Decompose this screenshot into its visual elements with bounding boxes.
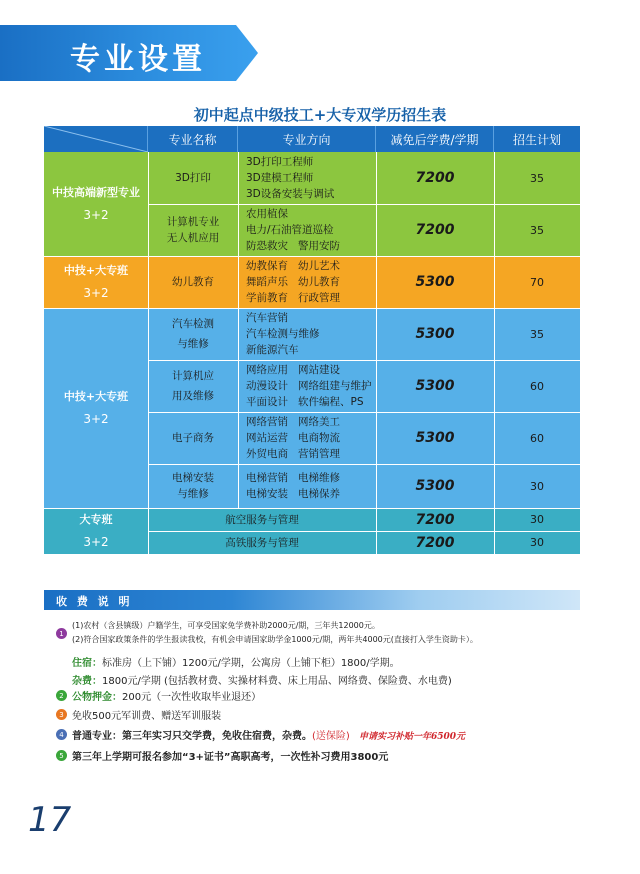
fee-value: 5300	[415, 430, 455, 446]
header-name: 专业名称	[148, 126, 238, 152]
note-line	[72, 672, 452, 687]
note-line	[72, 727, 465, 742]
category-cell	[44, 308, 148, 508]
plan-value: 35	[530, 327, 544, 341]
subsidy-text: 申请实习补贴一年6500元	[359, 732, 466, 742]
category-cell	[44, 256, 148, 308]
category-label: 中技+大专班	[63, 264, 129, 277]
direction-line: 幼教保育 幼儿艺术	[246, 260, 341, 272]
fee-value: 7200	[415, 170, 455, 186]
plan-value: 35	[530, 223, 544, 237]
major-name: 计算机专业 无人机应用	[166, 216, 220, 244]
fee-section-title: 收 费 说 明	[56, 595, 133, 608]
grid-line	[148, 412, 580, 413]
direction-line: 新能源汽车	[246, 344, 299, 356]
category-label: 中技高端新型专业	[52, 186, 140, 199]
plan-value: 60	[530, 431, 544, 445]
grid-line	[44, 256, 580, 257]
category-sub: 3+2	[83, 535, 109, 549]
direction-line: 3D设备安装与调试	[246, 188, 335, 200]
header-direction: 专业方向	[238, 126, 376, 152]
major-direction	[238, 464, 376, 508]
grid-line	[44, 508, 580, 509]
fee-value: 5300	[415, 378, 455, 394]
major-name: 电梯安装 与维修	[172, 472, 214, 500]
direction-line: 汽车检测与维修	[246, 328, 320, 340]
direction-line: 外贸电商 营销管理	[246, 448, 341, 460]
major-direction	[238, 360, 376, 412]
misc-label: 杂费：	[72, 676, 102, 687]
plan-value: 30	[530, 513, 544, 526]
grid-line	[148, 152, 149, 554]
note-line: (2)符合国家政策条件的学生报读我校，有机会申请国家助学金1000元/期，两年共4000元(直接打入学生资助卡）。	[72, 635, 478, 644]
fee-value: 5300	[415, 326, 455, 342]
plan-value: 35	[530, 171, 544, 185]
major-name: 计算机应 用及维修	[172, 370, 214, 402]
note-text: 普通专业：第三年实习只交学费，免收住宿费，杂费。	[72, 731, 312, 742]
major-direction	[238, 256, 376, 308]
grid-line	[148, 464, 580, 465]
category-label: 大专班	[79, 513, 113, 526]
plan-value: 70	[530, 275, 544, 289]
major-name: 3D打印	[175, 172, 211, 184]
direction-line: 学前教育 行政管理	[246, 292, 341, 304]
direction-line: 3D建模工程师	[246, 172, 314, 184]
deposit-text: 200元（一次性收取毕业退还）	[122, 692, 262, 703]
number-badge: 2	[56, 690, 67, 701]
fee-value: 5300	[415, 478, 455, 494]
grid-line	[376, 152, 377, 554]
direction-line: 网站运营 电商物流	[246, 432, 341, 444]
deposit-label: 公物押金：	[72, 692, 122, 703]
direction-line: 电梯安装 电梯保养	[246, 488, 341, 500]
major-direction	[238, 204, 376, 256]
misc-text: 1800元/学期 (包括教材费、实操材料费、床上用品、网络费、保险费、水电费)	[102, 676, 452, 687]
direction-line: 网络营销 网络美工	[246, 416, 341, 428]
category-sub: 3+2	[83, 412, 109, 426]
note-line	[72, 688, 261, 703]
plan-value: 30	[530, 479, 544, 493]
direction-line: 农用植保	[246, 208, 288, 220]
direction-line: 动漫设计 网络组建与维护	[246, 380, 372, 392]
category-cell	[44, 508, 148, 554]
note-line: 免收500元军训费、赠送军训服装	[72, 711, 222, 722]
major-name: 高铁服务与管理	[225, 536, 299, 549]
major-name: 幼儿教育	[172, 276, 214, 288]
lodging-label: 住宿：	[72, 658, 102, 669]
direction-line: 电梯营销 电梯维修	[246, 472, 341, 484]
major-direction	[238, 412, 376, 464]
fee-value: 7200	[415, 511, 455, 528]
category-cell	[44, 152, 148, 256]
number-badge: 3	[56, 709, 67, 720]
lodging-text: 标准房（上下铺）1200元/学期，公寓房（上铺下柜）1800/学期。	[102, 658, 400, 669]
direction-line: 3D打印工程师	[246, 156, 314, 168]
note-line: 第三年上学期可报名参加“3+证书”高职高考，一次性补习费用3800元	[72, 752, 389, 763]
direction-line: 舞蹈声乐 幼儿教育	[246, 276, 341, 288]
grid-line	[148, 360, 580, 361]
fee-value: 7200	[415, 534, 455, 551]
note-line	[72, 654, 400, 669]
number-badge: 4	[56, 729, 67, 740]
direction-line: 汽车营销	[246, 312, 288, 324]
table-title: 初中起点中级技工+大专双学历招生表	[193, 106, 447, 124]
grid-line	[238, 152, 239, 508]
major-direction	[238, 308, 376, 360]
direction-line: 平面设计 软件编程、PS	[246, 396, 364, 408]
major-direction	[238, 152, 376, 204]
number-badge: 5	[56, 750, 67, 761]
category-sub: 3+2	[83, 208, 109, 222]
major-name: 电子商务	[172, 432, 214, 444]
major-name: 汽车检测 与维修	[172, 318, 214, 350]
major-name: 航空服务与管理	[225, 513, 299, 526]
grid-line	[148, 531, 580, 532]
plan-value: 30	[530, 536, 544, 549]
fee-value: 5300	[415, 274, 455, 290]
header-diagonal	[44, 126, 148, 152]
category-label: 中技+大专班	[63, 390, 129, 403]
header-corner	[44, 126, 148, 152]
fee-value: 7200	[415, 222, 455, 238]
number-badge: 1	[56, 628, 67, 639]
note-line: (1)农村（含县镇级）户籍学生，可享受国家免学费补助2000元/期，三年共12000元。	[72, 621, 380, 630]
grid-line	[148, 204, 580, 205]
grid-line	[44, 308, 580, 309]
plan-value: 60	[530, 379, 544, 393]
header-fee: 减免后学费/学期	[376, 126, 494, 152]
section-title: 专业设置	[70, 42, 206, 77]
direction-line: 电力/石油管道巡检	[246, 224, 334, 236]
insurance-text: (送保险)	[312, 731, 350, 742]
header-plan: 招生计划	[494, 126, 580, 152]
grid-line	[494, 152, 495, 554]
category-sub: 3+2	[83, 286, 109, 300]
direction-line: 网络应用 网站建设	[246, 364, 341, 376]
page-number: 17	[28, 800, 72, 840]
direction-line: 防恐救灾 警用安防	[246, 240, 341, 252]
